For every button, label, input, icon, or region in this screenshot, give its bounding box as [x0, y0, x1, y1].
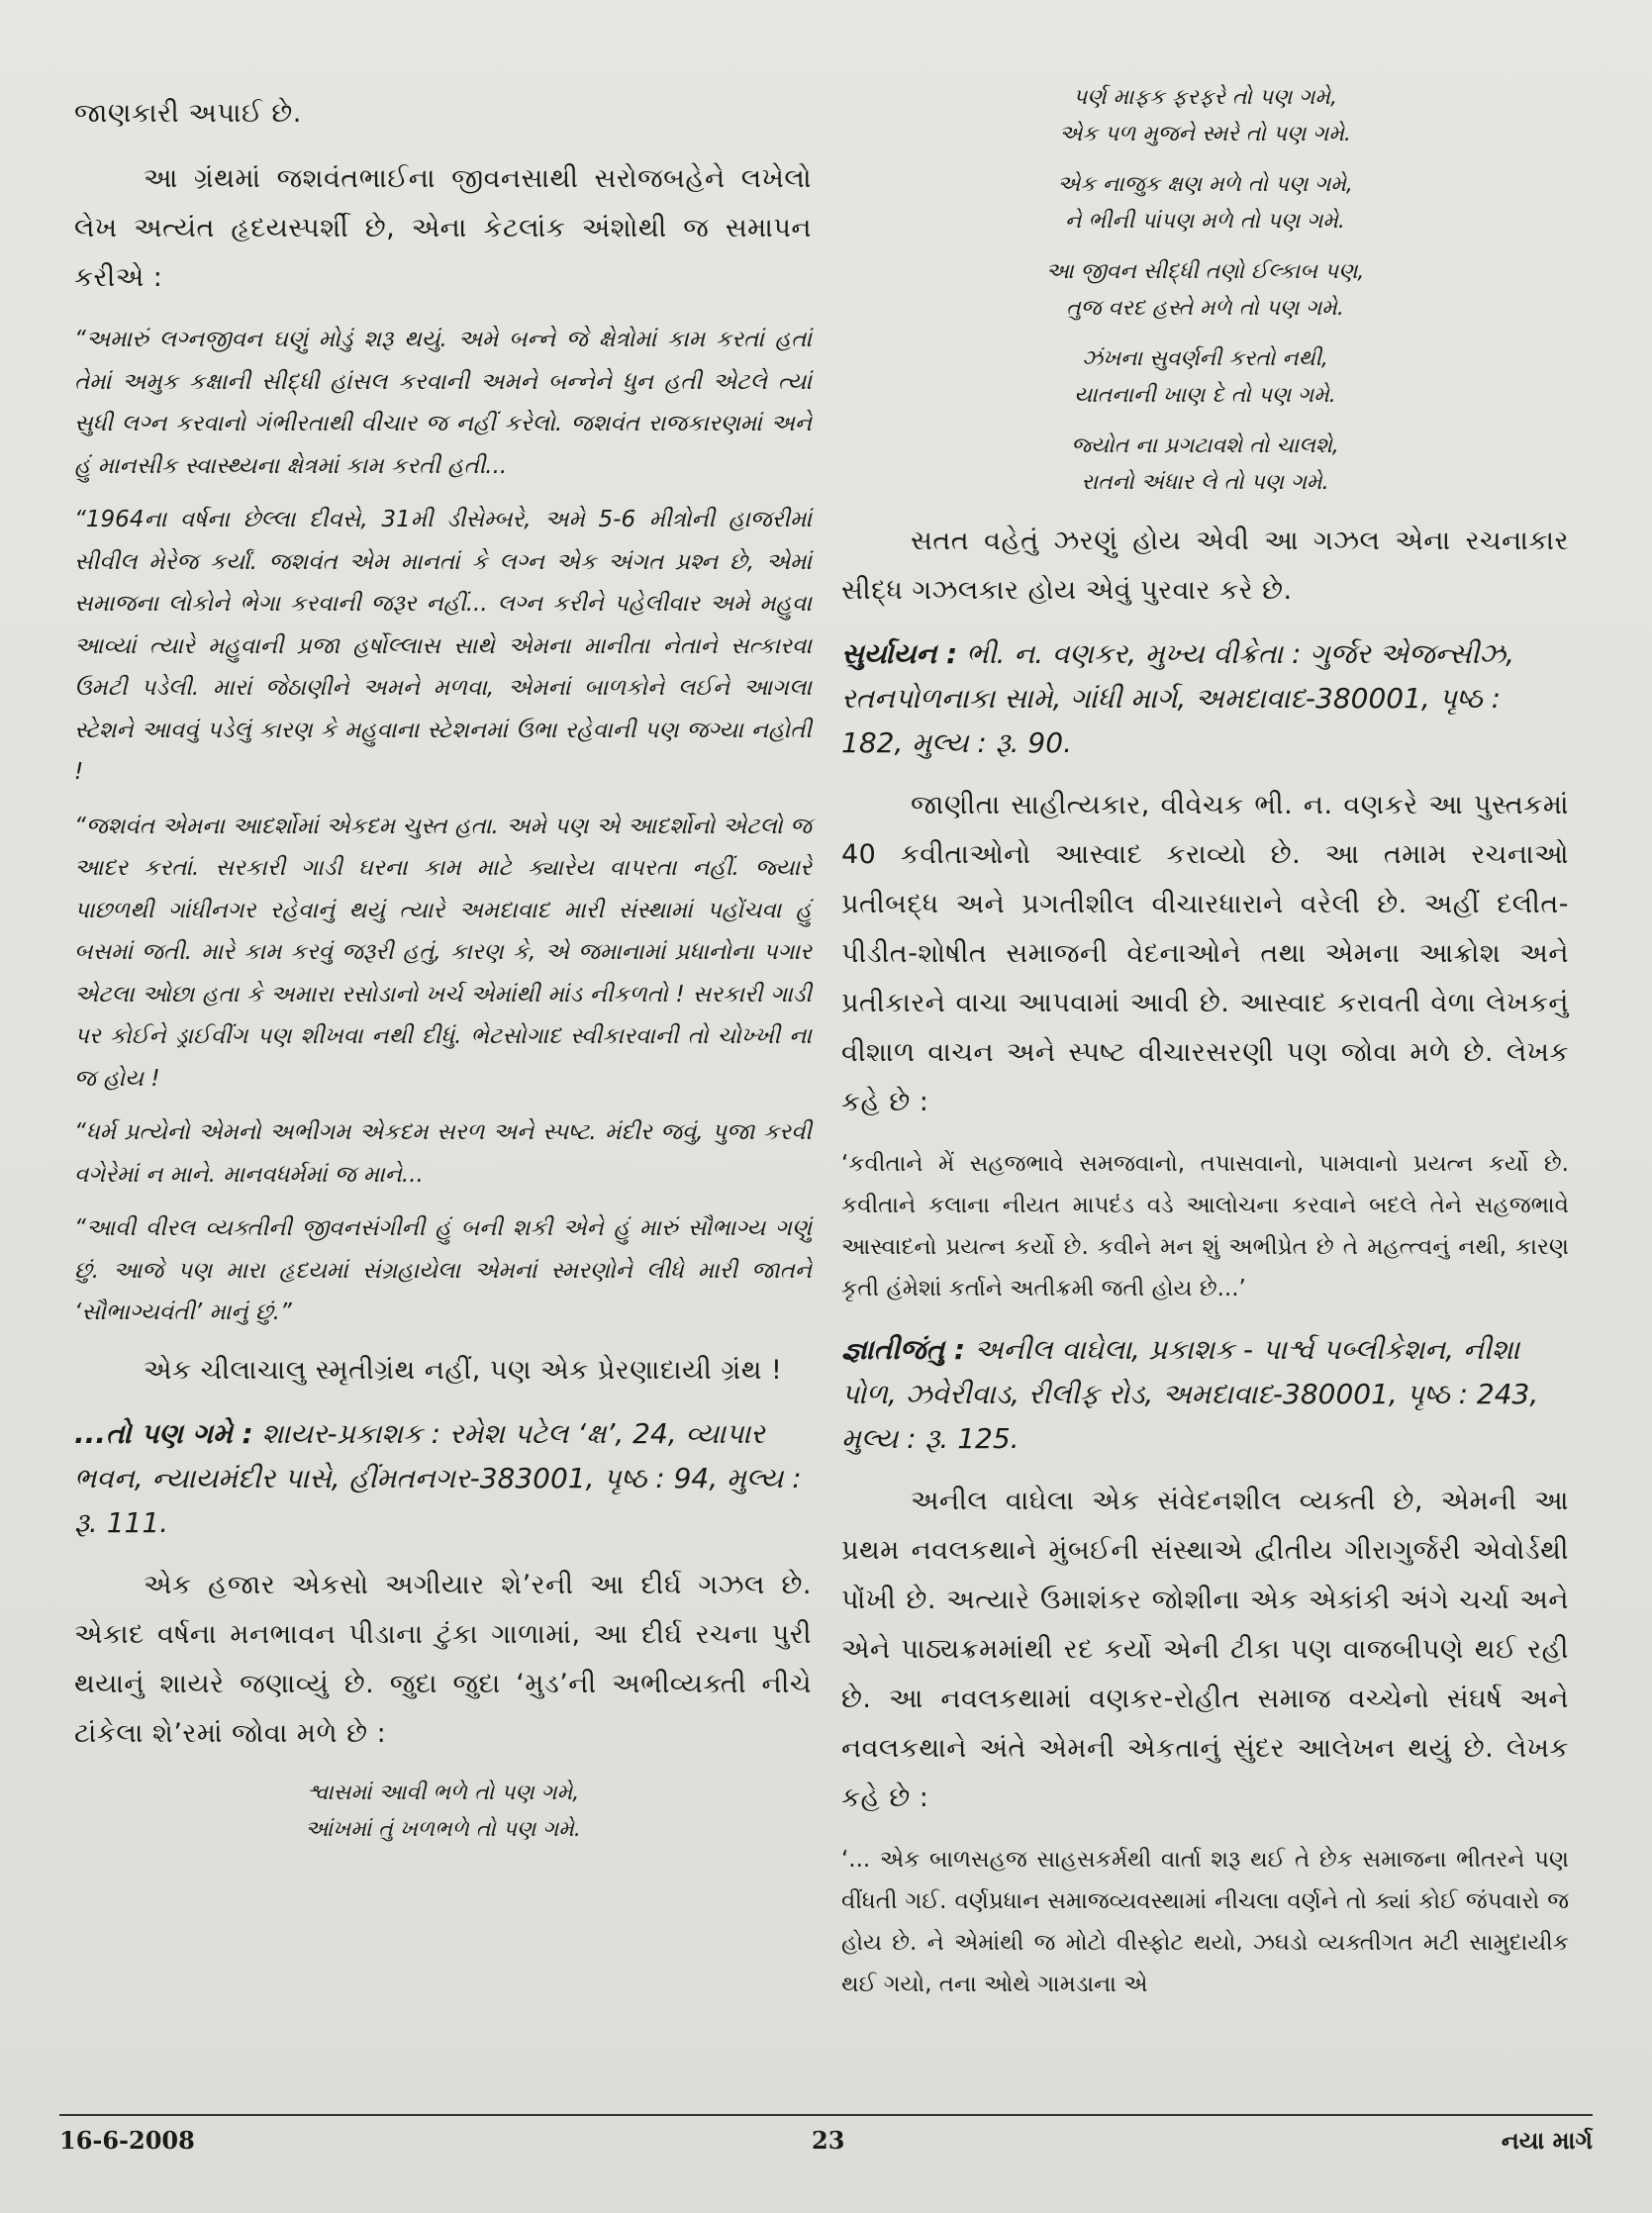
poem-excerpt [841, 79, 1569, 501]
poem-line: એક પળ મુજને સ્મરે તો પણ ગમે. [1059, 122, 1351, 146]
book-title: જ્ઞાતીજંતુ : [841, 1333, 966, 1366]
poem-stanza [841, 166, 1569, 240]
page-number: 23 [812, 2126, 845, 2155]
paragraph: એક હજાર એકસો અગીયાર શે’રની આ દીર્ઘ ગઝલ છે. એકાદ વર્ષના મનભાવન પીડાના ટુંકા ગાળામાં, આ દીર્ઘ રચના પુરી થયાનું શાયરે જણાવ્યું છે. જુદા જુદા ‘મુડ’ની અભીવ્યક્તી નીચે ટાંકેલા શે’રમાં જોવા મળે છે : [74, 1569, 812, 1749]
quote-paragraph: “ધર્મ પ્રત્યેનો એમનો અભીગમ એકદમ સરળ અને સ્પષ્ટ. મંદીર જવું, પુજા કરવી વગેરેમાં ન માને. માનવધર્મમાં જ માને... [74, 1119, 812, 1188]
paragraph: જાણકારી અપાઈ છે. [74, 98, 302, 129]
book-details: શાયર-પ્રકાશક : રમેશ પટેલ ‘ક્ષ’, 24, વ્યાપાર ભવન, ન્યાયમંદીર પાસે, હીંમતનગર-383001, પૃષ્ઠ : 94, મુલ્ય : રૂ. 111. [74, 1416, 802, 1539]
quote-paragraph: “અમારું લગ્નજીવન ઘણું મોડું શરૂ થયું. અમે બન્ને જે ક્ષેત્રોમાં કામ કરતાં હતાં તેમાં અમુક કક્ષાની સીદ્ધી હાંસલ કરવાની અમને બન્નેને ધુન હતી એટલે ત્યાં સુધી લગ્ન કરવાનો ગંભીરતાથી વીચાર જ નહીં કરેલો. જશવંત રાજકારણમાં અને હું માનસીક સ્વાસ્થ્યના ક્ષેત્રમાં કામ કરતી હતી... [74, 327, 812, 479]
poem-line: જ્યોત ના પ્રગટાવશે તો ચાલશે, [1071, 433, 1339, 458]
paragraph: આ ગ્રંથમાં જશવંતભાઈના જીવનસાથી સરોજબહેને લખેલો લેખ અત્યંત હૃદયસ્પર્શી છે, એના કેટલાંક અંશોથી જ સમાપન કરીએ : [74, 163, 812, 293]
left-column [74, 89, 812, 1864]
paragraph: અનીલ વાઘેલા એક સંવેદનશીલ વ્યક્તી છે, એમની આ પ્રથમ નવલકથાને મુંબઈની સંસ્થાએ દ્વીતીય ગીરાગુર્જરી એવોર્ડથી પોંખી છે. અત્યારે ઉમાશંકર જોશીના એક એકાંકી અંગે ચર્ચા અને એને પાઠ્યક્રમમાંથી રદ કર્યો એની ટીકા પણ વાજબીપણે થઈ રહી છે. આ નવલકથામાં વણકર-રોહીત સમાજ વચ્ચેનો સંઘર્ષ અને નવલકથાને અંતે એમની એકતાનું સુંદર આલેખન થયું છે. લેખક કહે છે : [841, 1486, 1569, 1813]
paragraph: જાણીતા સાહીત્યકાર, વીવેચક ભી. ન. વણકરે આ પુસ્તકમાં 40 કવીતાઓનો આસ્વાદ કરાવ્યો છે. આ તમામ રચનાઓ પ્રતીબદ્ધ અને પ્રગતીશીલ વીચારધારાને વરેલી છે. અહીં દલીત-પીડીત-શોષીત સમાજની વેદનાઓને તથા એમના આક્રોશ અને પ્રતીકારને વાચા આપવામાં આવી છે. આસ્વાદ કરાવતી વેળા લેખકનું વીશાળ વાચન અને સ્પષ્ટ વીચારસરણી પણ જોવા મળે છે. લેખક કહે છે : [841, 790, 1569, 1117]
book-title: ...તો પણ ગમે : [74, 1416, 253, 1450]
poem-line: શ્વાસમાં આવી ભળે તો પણ ગમે, [306, 1780, 580, 1805]
poem-line: ને ભીની પાંપણ મળે તો પણ ગમે. [1065, 209, 1345, 234]
poem-line: ઝંખના સુવર્ણની કરતો નથી, [1082, 346, 1328, 371]
book-citation [841, 631, 1569, 765]
book-title: સુર્યાયન : [841, 637, 958, 670]
right-column [841, 79, 1569, 2023]
paragraph: સતત વહેતું ઝરણું હોય એવી આ ગઝલ એના રચનાકાર સીદ્ધ ગઝલકાર હોય એવું પુરવાર કરે છે. [841, 526, 1569, 606]
poem-line: આંખમાં તું ખળભળે તો પણ ગમે. [305, 1816, 581, 1842]
poem-stanza [841, 428, 1569, 501]
poem-stanza [841, 340, 1569, 414]
quote-paragraph: “1964ના વર્ષના છેલ્લા દીવસે, 31મી ડીસેમ્બરે, અમે 5-6 મીત્રોની હાજરીમાં સીવીલ મેરેજ કર્યાં. જશવંત એમ માનતાં કે લગ્ન એક અંગત પ્રશ્ન છે, એમાં સમાજના લોકોને ભેગા કરવાની જરૂર નહીં... લગ્ન કરીને પહેલીવાર અમે મહુવા આવ્યાં ત્યારે મહુવાની પ્રજા હર્ષોલ્લાસ સાથે એમના માનીતા નેતાને સત્કારવા ઉમટી પડેલી. મારાં જેઠાણીને અમને મળવા, એમનાં બાળકોને લઈને આગલા સ્ટેશને આવવું પડેલું કારણ કે મહુવાના સ્ટેશનમાં ઉભા રહેવાની પણ જગ્યા નહોતી ! [74, 507, 812, 785]
quote-paragraph: ‘... એક બાળસહજ સાહસકર્મથી વાર્તા શરૂ થઈ તે છેક સમાજના ભીતરને પણ વીંધતી ગઈ. વર્ણપ્રધાન સમાજવ્યવસ્થામાં નીચલા વર્ણને તો ક્યાં કોઈ જંપવારો જ હોય છે. ને એમાંથી જ મોટો વીસ્ફોટ થયો, ઝઘડો વ્યક્તીગત મટી સામુદાયીક થઈ ગયો, તના ઓથે ગામડાના એ [841, 1847, 1569, 1997]
book-details: અનીલ વાઘેલા, પ્રકાશક - પાર્શ્વ પબ્લીકેશન, નીશા પોળ, ઝવેરીવાડ, રીલીફ રોડ, અમદાવાદ-380001, પૃષ્ઠ : 243, મુલ્ય : રૂ. 125. [841, 1333, 1539, 1455]
book-citation [74, 1411, 812, 1545]
quote-paragraph: ‘કવીતાને મેં સહજભાવે સમજવાનો, તપાસવાનો, પામવાનો પ્રયત્ન કર્યો છે. કવીતાને કલાના નીયત માપદંડ વડે આલોચના કરવાને બદલે તેને સહજભાવે આસ્વાદનો પ્રયત્ન કર્યો છે. કવીને મન શું અભીપ્રેત છે તે મહત્ત્વનું નથી, કારણ કૃતી હંમેશાં કર્તાને અતીક્રમી જતી હોય છે...’ [841, 1151, 1569, 1301]
quote-paragraph: “જશવંત એમના આદર્શોમાં એકદમ ચુસ્ત હતા. અમે પણ એ આદર્શોનો એટલો જ આદર કરતાં. સરકારી ગાડી ઘરના કામ માટે ક્યારેય વાપરતા નહીં. જ્યારે પાછળથી ગાંધીનગર રહેવાનું થયું ત્યારે અમદાવાદ મારી સંસ્થામાં પહોંચવા હું બસમાં જતી. મારે કામ કરવું જરૂરી હતું, કારણ કે, એ જમાનામાં પ્રધાનોના પગાર એટલા ઓછા હતા કે અમારા રસોડાનો ખર્ચ એમાંથી માંડ નીકળતો ! સરકારી ગાડી પર કોઈને ડ્રાઈવીંગ પણ શીખવા નથી દીધું. ભેટસોગાદ સ્વીકારવાની તો ચોખ્ખી ના જ હોય ! [74, 813, 812, 1092]
poem-line: પર્ણ માફક ફરફરે તો પણ ગમે, [1073, 85, 1337, 110]
book-citation [841, 1327, 1569, 1461]
poem-line: રાતનો અંધાર લે તો પણ ગમે. [1081, 470, 1329, 495]
quote-paragraph: “આવી વીરલ વ્યક્તીની જીવનસંગીની હું બની શકી એને હું મારું સૌભાગ્ય ગણું છું. આજે પણ મારા હૃદયમાં સંગ્રહાયેલા એમનાં સ્મરણોને લીધે મારી જાતને ‘સૌભાગ્યવંતી’ માનું છું.” [74, 1215, 812, 1325]
issue-date: 16-6-2008 [59, 2126, 195, 2155]
poem-line: યાતનાની ખાણ દે તો પણ ગમે. [1074, 383, 1336, 408]
poem-line: તુજ વરદ હસ્તે મળે તો પણ ગમે. [1066, 296, 1344, 321]
poem-stanza [841, 79, 1569, 152]
page-footer [59, 2114, 1593, 2155]
poem-line: એક નાજુક ક્ષણ મળે તો પણ ગમે, [1057, 172, 1353, 197]
book-details: ભી. ન. વણકર, મુખ્ય વીક્રેતા : ગુર્જર એજન્સીઝ, રતનપોળનાકા સામે, ગાંધી માર્ગ, અમદાવાદ-380001, પૃષ્ઠ : 182, મુલ્ય : રૂ. 90. [841, 637, 1515, 759]
poem-excerpt [74, 1775, 812, 1848]
paragraph: એક ચીલાચાલુ સ્મૃતીગ્રંથ નહીં, પણ એક પ્રેરણાદાયી ગ્રંથ ! [144, 1354, 783, 1386]
poem-stanza [841, 253, 1569, 327]
poem-line: આ જીવન સીદ્ધી તણો ઈલ્કાબ પણ, [1045, 259, 1365, 284]
magazine-name: નયા માર્ગ [1501, 2126, 1593, 2155]
